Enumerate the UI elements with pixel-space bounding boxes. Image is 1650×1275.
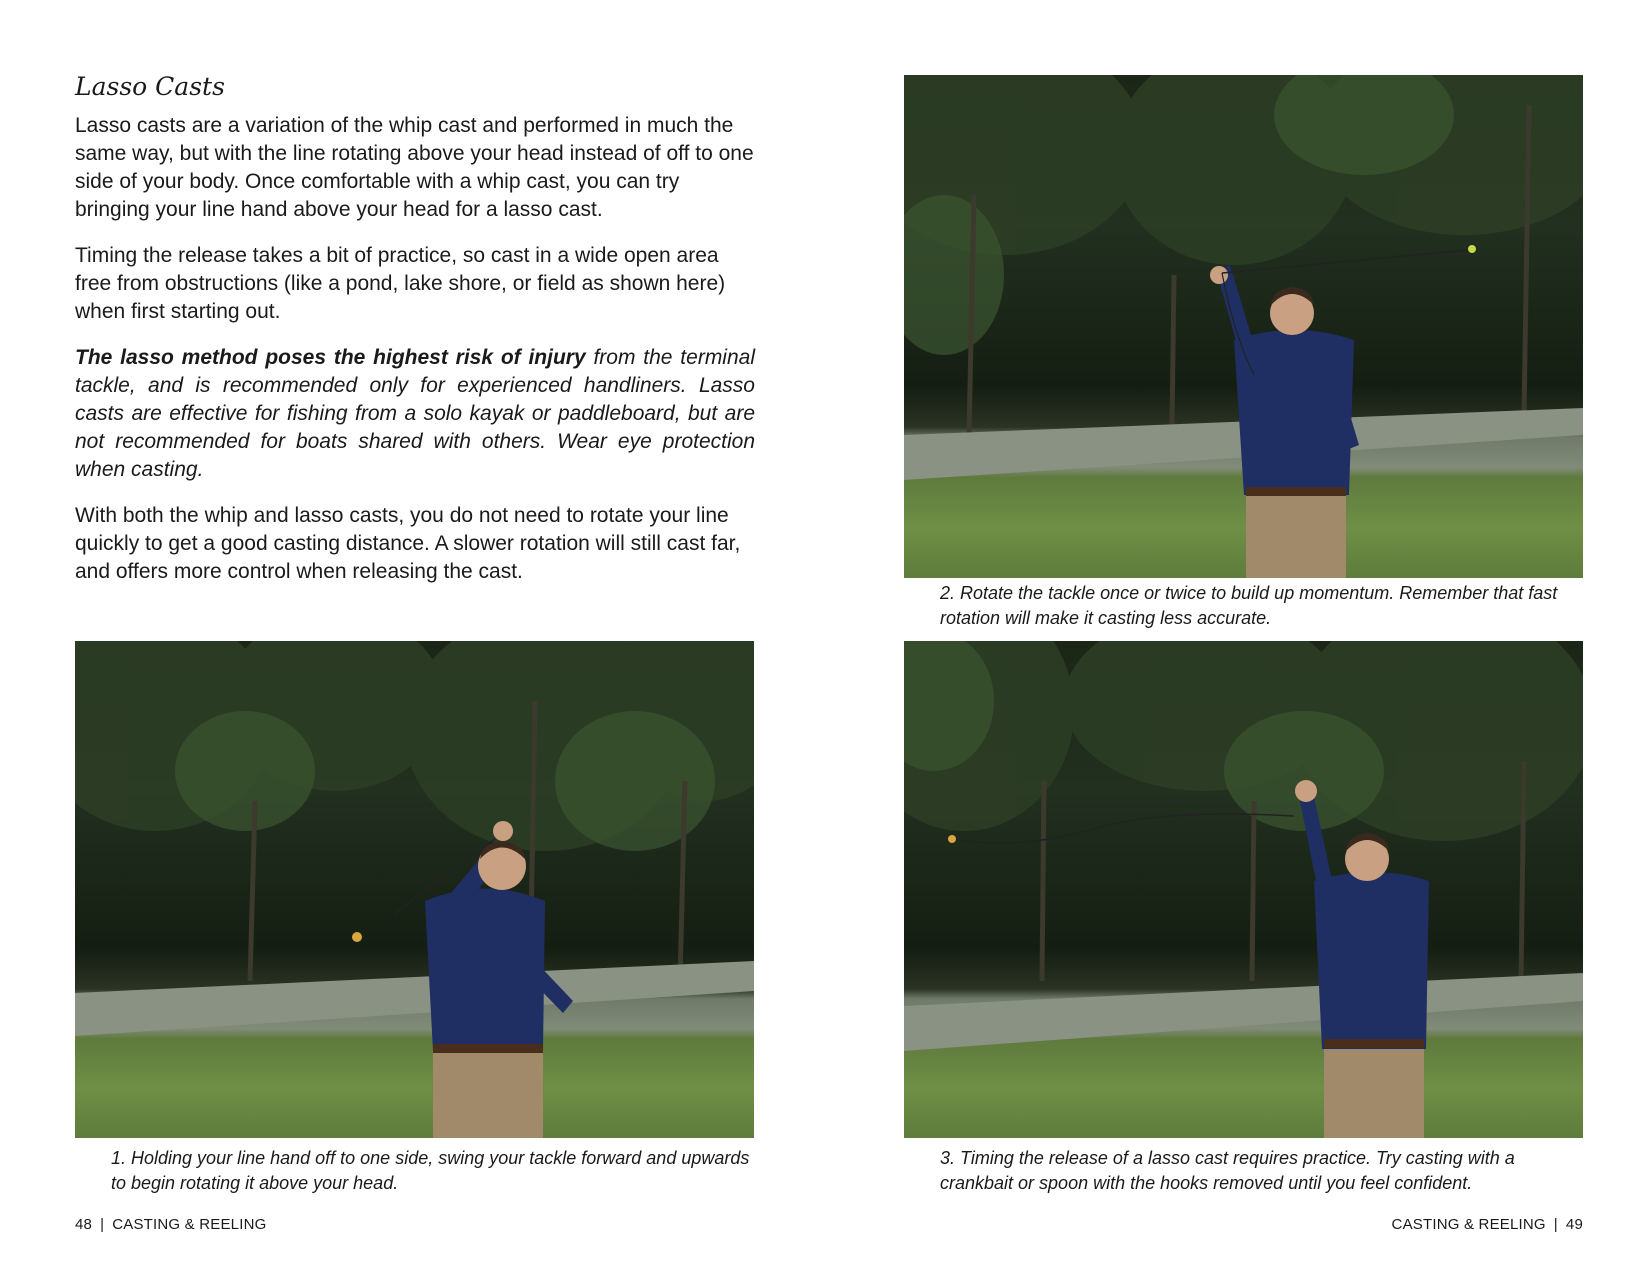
caption-step-2: 2. Rotate the tackle once or twice to build up momentum. Remember that fast rotation will make it casting less accurate. [940, 583, 1558, 628]
lure-3 [948, 835, 956, 843]
photo-step-2 [904, 75, 1583, 578]
paragraph-warning [75, 344, 755, 484]
caption-step-3: 3. Timing the release of a lasso cast requires practice. Try casting with a crankbait or spoon with the hooks removed until you feel confident. [940, 1148, 1515, 1193]
section-label-left: CASTING & REELING [112, 1216, 267, 1233]
paragraph-intro: Lasso casts are a variation of the whip cast and performed in much the same way, but with the line rotating above your head instead of off to one side of your body. Once comfortable with a whip cast, you can try bringing your line hand above your head for a lasso cast. [75, 114, 754, 221]
section-heading: Lasso Casts [75, 72, 225, 101]
lure-2 [1468, 245, 1476, 253]
person-shirt-3 [1314, 872, 1429, 1049]
photo-step-1-illustration [75, 641, 754, 1138]
warning-rest: from the terminal tackle, and is recommended only for experienced handliners. Lasso casts are effective for fishing from a solo kayak or paddleboard, but are not recommended for boats shared with others. Wear eye protection when casting. [75, 346, 755, 481]
page-number-right: 49 [1565, 1216, 1583, 1233]
body-text [75, 112, 755, 604]
footer-separator-left: | [100, 1216, 105, 1233]
lure [352, 932, 362, 942]
section-label-right: CASTING & REELING [1391, 1216, 1546, 1233]
photo-step-1 [75, 641, 754, 1138]
footer-right [1392, 1216, 1583, 1233]
warning-emphasis: The lasso method poses the highest risk of injury [75, 346, 586, 369]
person-pants [433, 1041, 543, 1138]
photo-step-2-illustration [904, 75, 1583, 578]
footer-left [75, 1216, 266, 1233]
caption-step-1: 1. Holding your line hand off to one side, swing your tackle forward and upwards to begin rotating it above your head. [111, 1148, 750, 1193]
page-number-left: 48 [75, 1216, 93, 1233]
paragraph-timing: Timing the release takes a bit of practice, so cast in a wide open area free from obstructions (like a pond, lake shore, or field as shown here) when first starting out. [75, 244, 726, 323]
photo-step-3 [904, 641, 1583, 1138]
footer-separator-right: | [1553, 1216, 1558, 1233]
paragraph-closing: With both the whip and lasso casts, you do not need to rotate your line quickly to get a good casting distance. A slower rotation will still cast far, and offers more control when releasing the cast. [75, 504, 741, 583]
photo-step-3-illustration [904, 641, 1583, 1138]
person-shirt [425, 889, 545, 1052]
